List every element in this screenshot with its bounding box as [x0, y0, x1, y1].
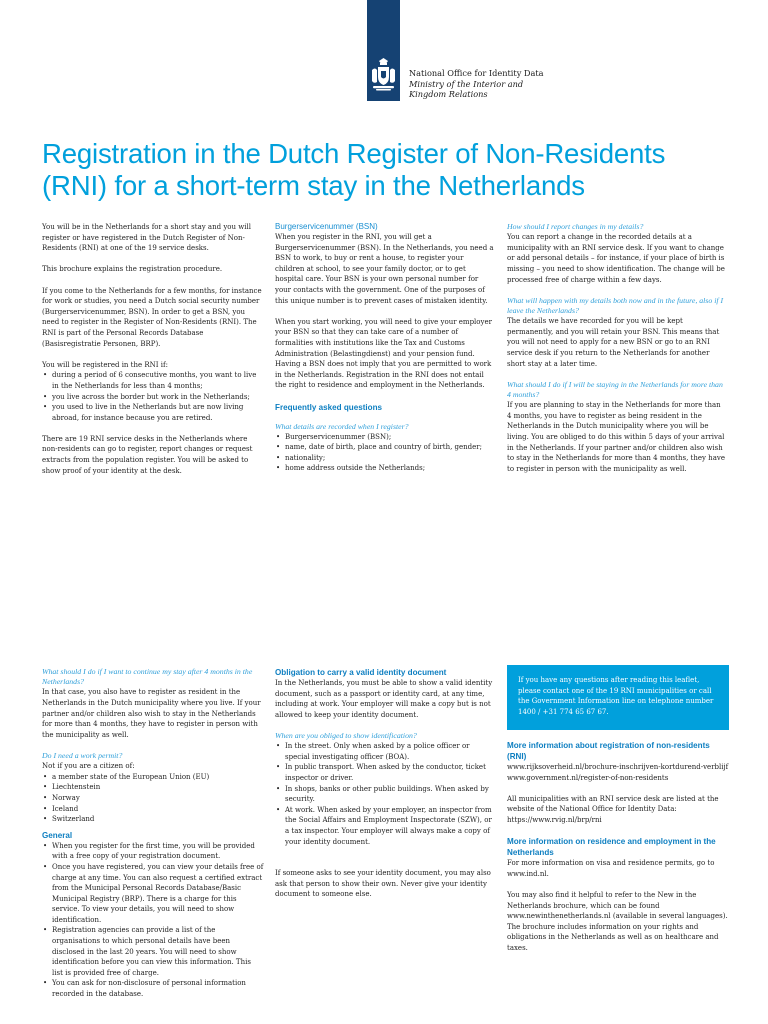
list-item: • In public transport. When asked by the conductor, ticket inspector or driver.: [285, 762, 495, 783]
identity-obligation-paragraph: In the Netherlands, you must be able to show a valid identity document, such as a passport or identity card, at any time, including at work. Your employer will make a copy but is not allowed to keep your identity document.: [275, 679, 493, 719]
faq-question: When are you obliged to show identification?: [275, 730, 417, 740]
list-item: • you live across the border but work in the Netherlands;: [52, 392, 264, 403]
rni-info-heading: More information about registration of non-residents (RNI): [507, 741, 710, 761]
faq-question: What details are recorded when I register?: [275, 421, 409, 431]
faq-question: What should I do if I want to continue my stay after 4 months in the Netherlands?: [42, 667, 253, 687]
list-item: • during a period of 6 consecutive months, you want to live in the Netherlands for less than 4 months;: [52, 370, 264, 391]
faq-question: What should I do if I will be staying in the Netherlands for more than 4 months?: [507, 379, 723, 399]
column-bsn: [275, 222, 495, 485]
government-link[interactable]: www.government.nl/register-of-non-residents: [507, 773, 669, 782]
visa-info-paragraph: For more information on visa and residence permits, go to www.ind.nl.: [507, 859, 715, 878]
list-item: • At work. When asked by your employer, an inspector from the Social Affairs and Employment Inspectorate (SZW), or a tax inspector. Your employer will always make a copy of your identity document.: [285, 805, 495, 847]
list-item: • When you register for the first time, you will be provided with a free copy of your registration document.: [52, 841, 264, 862]
list-item: • Once you have registered, you can view your details free of charge at any time. You can also request a certified extract from the Municipal Personal Records Database/Basic Municipal Registry (BRP). There is a charge for this service. To view your details, you will need to show identification.: [52, 862, 264, 926]
bsn-need-paragraph: If you come to the Netherlands for a few months, for instance for work or studies, you need a Dutch social security number (Burgerservicenummer, BSN). In order to get a BSN, you need to register in the Register of Non-Residents (RNI). The RNI is part of the Personal Records Database (Basisregistratie Personen, BRP).: [42, 286, 262, 348]
rni-municipalities-paragraph: All municipalities with an RNI service desk are listed at the website of the National Office for Identity Data: https://www.rvig.nl/brp/rni: [507, 794, 719, 824]
contact-info-text: If you have any questions after reading this leaflet, please contact one of the 19 RNI municipalities or call the Government Information line on telephone number 1400 / +31 774 65 67 67.: [518, 676, 714, 716]
column-continue-stay: [42, 667, 264, 1010]
residence-employment-heading: More information on residence and employment in the Netherlands: [507, 837, 716, 858]
organization-name: [409, 68, 544, 100]
faq-question: What will happen with my details both now and in the future, also if I leave the Netherlands?: [507, 295, 724, 315]
org-name-line1: National Office for Identity Data: [409, 68, 544, 78]
general-list: [42, 841, 264, 1000]
list-item: • Switzerland: [52, 814, 264, 825]
recorded-details-list: [275, 432, 495, 474]
title-line1: Registration in the Dutch Register of Non-Residents: [42, 138, 666, 169]
general-heading: General: [42, 830, 73, 840]
page-title: [42, 138, 742, 202]
brochure-purpose-paragraph: This brochure explains the registration procedure.: [42, 265, 223, 274]
org-name-line2: Ministry of the Interior and: [409, 78, 524, 89]
faq-answer: In that case, you also have to register as resident in the Netherlands in the Dutch municipality where you live. If your partner and/or children also wish to stay in the Netherlands for more than 4 months, they have to register in person with the municipality as well.: [42, 688, 261, 739]
rijksoverheid-link[interactable]: www.rijksoverheid.nl/brochure-inschrijven-kortdurend-verblijf: [507, 763, 729, 771]
title-line2: (RNI) for a short-term stay in the Netherlands: [42, 170, 585, 201]
list-item: • name, date of birth, place and country of birth, gender;: [285, 442, 495, 453]
column-more-information: [507, 740, 731, 964]
list-item: • Registration agencies can provide a list of the organisations to which personal details have been disclosed in the last 20 years. You will need to show identification before you can view this information. This list is provided free of charge.: [52, 925, 264, 978]
contact-info-box: [507, 665, 729, 730]
list-item: • You can ask for non-disclosure of personal information recorded in the database.: [52, 978, 264, 999]
column-faq: [507, 222, 727, 485]
show-identification-list: [275, 741, 495, 847]
bsn-heading: Burgerservicenummer (BSN): [275, 222, 378, 231]
list-item: • nationality;: [285, 453, 495, 464]
list-item: • Liechtenstein: [52, 782, 264, 793]
employer-bsn-paragraph: When you start working, you will need to give your employer your BSN so that they can take care of a number of formalities with institutions like the Tax and Customs Administration (Belastingdienst) and your pension fund. Having a BSN does not imply that you are permitted to work in the Netherlands. Registration in the RNI does not entail the right to residence and employment in the Netherlands.: [275, 317, 492, 390]
list-item: • home address outside the Netherlands;: [285, 463, 495, 474]
faq-answer: The details we have recorded for you will be kept permanently, and you will retain your BSN. This means that you will not need to apply for a new BSN or go to an RNI service desk if you return to the Netherlands for another short stay at a later time.: [507, 317, 720, 368]
faq-heading: Frequently asked questions: [275, 402, 383, 412]
list-item: • Norway: [52, 793, 264, 804]
identity-request-paragraph: If someone asks to see your identity document, you may also ask that person to show their own. Never give your identity document to someone else.: [275, 869, 491, 899]
column-intro: [42, 222, 264, 487]
faq-answer: Not if you are a citizen of:: [42, 762, 135, 771]
registration-condition-list: [42, 370, 264, 423]
country-list: [42, 772, 264, 825]
new-in-netherlands-paragraph: You may also find it helpful to refer to the New in the Netherlands brochure, which can be found www.newinthenetherlands.nl (available in several languages). The brochure includes information on your rights and obligations in the Netherlands as well as on healthcare and taxes.: [507, 890, 728, 952]
org-name-line3: Kingdom Relations: [409, 89, 488, 99]
list-item: • a member state of the European Union (EU): [52, 772, 264, 783]
list-item: • you used to live in the Netherlands but are now living abroad, for instance because you are retired.: [52, 402, 264, 423]
faq-answer: If you are planning to stay in the Netherlands for more than 4 months, you have to register as being resident in the Netherlands in the Dutch municipality where you will be living. You are obliged to do this within 5 days of your arrival in the Netherlands. If your partner and/or children also wish to stay in the Netherlands for more than 4 months, they have to register in person with the municipality as well.: [507, 401, 725, 473]
column-identity-document: [275, 667, 495, 910]
identity-obligation-heading: Obligation to carry a valid identity document: [275, 668, 447, 677]
logo-bar: [367, 0, 400, 101]
list-item: • In shops, banks or other public buildings. When asked by security.: [285, 784, 495, 805]
bsn-paragraph: When you register in the RNI, you will get a Burgerservicenummer (BSN). In the Netherlands, you need a BSN to work, to buy or rent a house, to register your children at school, to see your family doctor, or to get hospital care. Your BSN is your own personal number for your contacts with the government. One of the purposes of this unique number is to prevent cases of mistaken identity.: [275, 233, 494, 305]
faq-question: How should I report changes in my details?: [507, 222, 644, 231]
faq-question: Do I need a work permit?: [42, 750, 123, 760]
faq-answer: You can report a change in the recorded details at a municipality with an RNI service desk. If you want to change or add personal details – for instance, if your place of birth is missing – you need to show identification. The change will be processed free of charge within a few days.: [507, 233, 725, 284]
service-desks-paragraph: There are 19 RNI service desks in the Netherlands where non-residents can go to register, report changes or request extracts from the population register. You will be asked to show proof of your identity at the desk.: [42, 434, 253, 475]
list-item: • Iceland: [52, 804, 264, 815]
list-item: • Burgerservicenummer (BSN);: [285, 432, 495, 443]
list-item: • In the street. Only when asked by a police officer or special investigating officer (BOA).: [285, 741, 495, 762]
registration-condition-intro: You will be registered in the RNI if:: [42, 360, 168, 369]
intro-paragraph: You will be in the Netherlands for a short stay and you will register or have registered in the Dutch Register of Non-Residents (RNI) at one of the 19 service desks.: [42, 223, 251, 253]
dutch-coat-of-arms-icon: [371, 58, 396, 92]
